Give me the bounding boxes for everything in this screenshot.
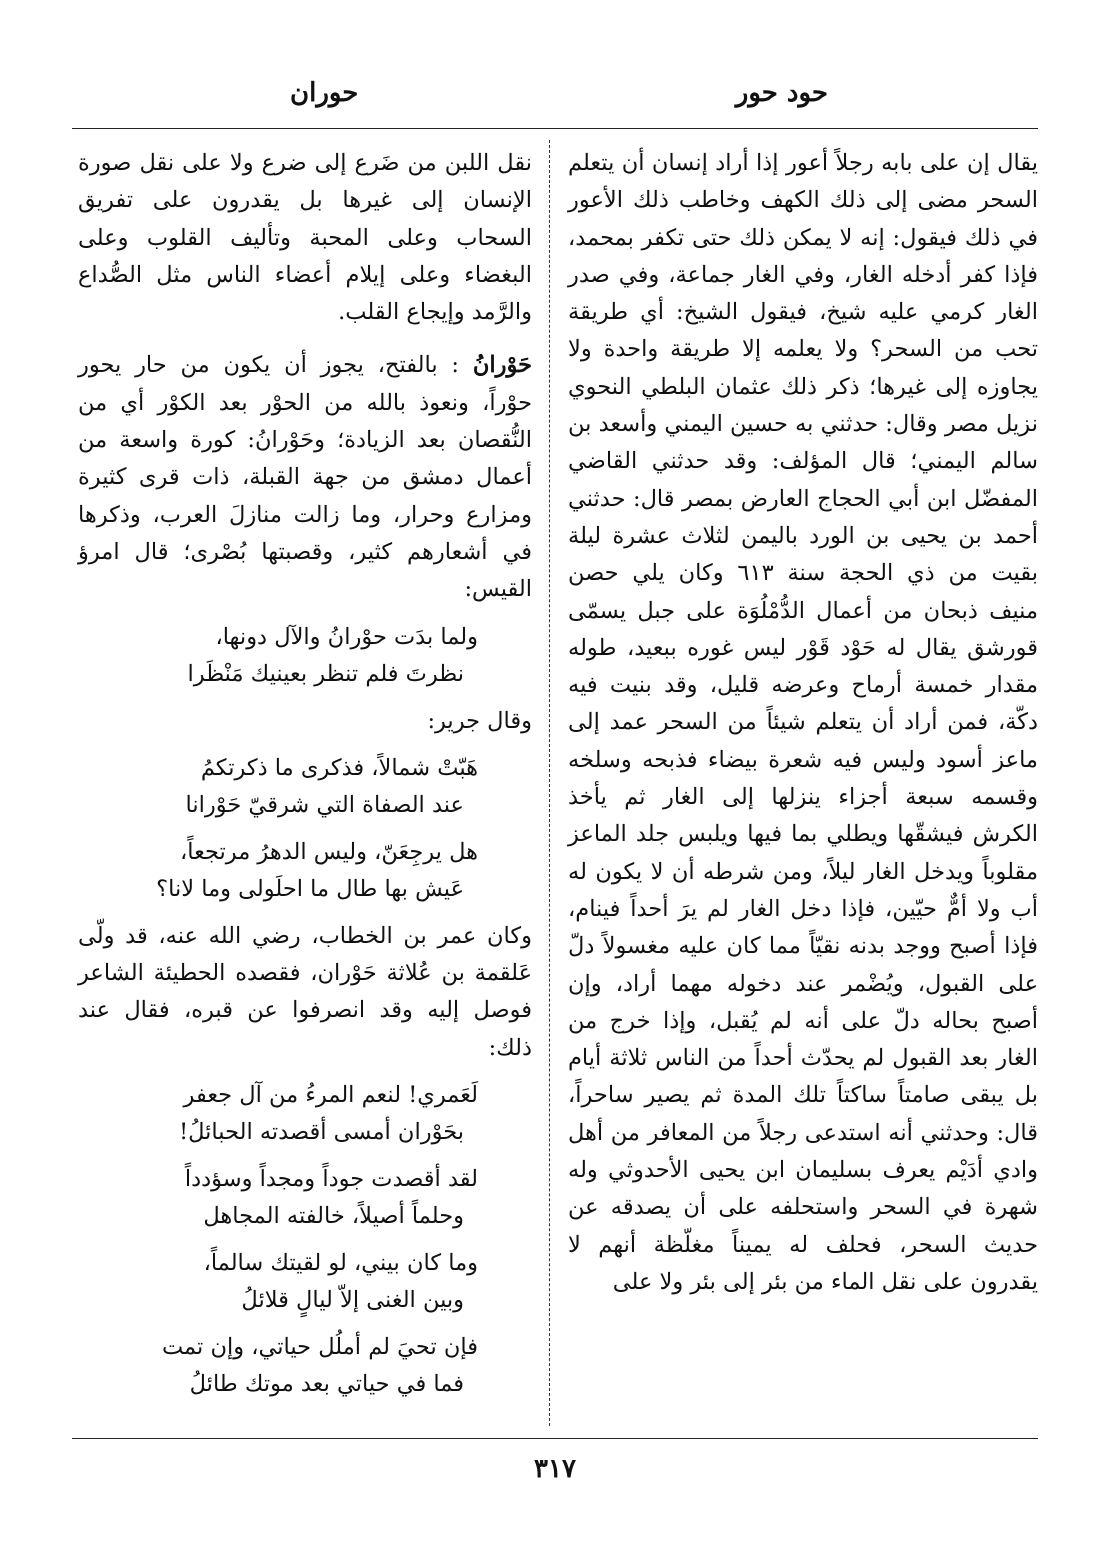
verse-line: بحَوْران أمسى أقصدته الحبائلُ!	[179, 1119, 464, 1146]
verse-hutayah-2	[78, 1161, 532, 1235]
verse-jarir-1	[78, 750, 532, 824]
right-column	[568, 145, 1038, 1301]
running-header	[72, 78, 1038, 122]
header-left-title: حوران	[290, 78, 359, 108]
verse-line: عَيش بها طال ما احلَولى وما لانا؟	[156, 875, 464, 902]
page-number: ٣١٧	[534, 1454, 576, 1484]
verse-jarir-2	[78, 834, 532, 908]
paragraph-continuation: نقل اللبن من ضَرع إلى ضرع ولا على نقل صورة الإنسان إلى غيرها بل يقدرون على تفريق السحاب وعلى المحبة وتأليف القلوب وعلى البغضاء وعلى إيلام أعضاء الناس مثل الصُّداع والرَّمد وإيجاع القلب.	[78, 150, 532, 326]
verse-line: نظرتَ فلم تنظر بعينيك مَنْظَرا	[187, 660, 464, 687]
verse-line: وبين الغنى إلاّ ليالٍ قلائلُ	[241, 1287, 464, 1314]
entry-headword: حَوْرانُ	[472, 352, 532, 379]
verse-line: لَعَمري! لنعم المرءُ من آل جعفر	[183, 1082, 478, 1109]
verse-line: لقد أقصدت جوداً ومجداً وسؤدداً	[184, 1166, 478, 1193]
verse-line: هَبّتْ شمالاً، فذكرى ما ذكرتكمُ	[200, 754, 478, 781]
verse-line: عند الصفاة التي شرقيّ حَوْرانا	[185, 791, 464, 818]
header-rule	[72, 128, 1038, 129]
entry-hawran	[78, 347, 532, 608]
entry-text: : بالفتح، يجوز أن يكون من حار يحور حوْراً، ونعوذ بالله من الحوْر بعد الكوْر أي من النُّقصان بعد الزيادة؛ وحَوْرانُ: كورة واسعة من أعمال دمشق من جهة القبلة، ذات قرى كثيرة ومزارع وحرار، وما زالت منازلَ العرب، وذكرها في أشعارهم كثير، وقصبتها بُصْرى؛ قال امرؤ القيس:	[78, 352, 532, 603]
verse-line: فما في حياتي بعد موتك طائلُ	[189, 1371, 464, 1398]
left-column	[78, 145, 532, 1413]
verse-line: وحلماً أصيلاً، خالفته المجاهل	[203, 1203, 464, 1230]
verse-imru-al-qais	[78, 619, 532, 693]
verse-hutayah-3	[78, 1245, 532, 1319]
verse-line: هل يرجِعَنّ، وليس الدهرُ مرتجعاً،	[180, 838, 478, 865]
paragraph-jarir-intro: وقال جرير:	[427, 707, 532, 734]
verse-line: وما كان بيني، لو لقيتك سالماً،	[203, 1250, 478, 1277]
verse-hutayah-1	[78, 1077, 532, 1151]
column-divider	[549, 140, 550, 1426]
paragraph-umar: وكان عمر بن الخطاب، رضي الله عنه، قد ولّى عَلقمة بن عُلاثة حَوْران، فقصده الحطيئة الشاعر فوصل إليه وقد انصرفوا عن قبره، فقال عند ذلك:	[78, 922, 532, 1061]
header-right-title: حود حور	[735, 78, 828, 108]
footer-rule	[72, 1438, 1038, 1439]
verse-line: ولما بدَت حوْرانُ والآل دونها،	[215, 623, 478, 650]
right-column-text: يقال إن على بابه رجلاً أعور إذا أراد إنسان أن يتعلم السحر مضى إلى ذلك الكهف وخاطب ذلك الأعور في ذلك فيقول: إنه لا يمكن ذلك حتى تكفر بمحمد، فإذا كفر أدخله الغار، وفي الغار جماعة، وفي صدر الغار كرمي عليه شيخ، فيقول الشيخ: أي طريقة تحب من السحر؟ ولا يعلمه إلا طريقة واحدة ولا يجاوزه إلى غيرها؛ ذكر ذلك عثمان البلطي النحوي نزيل مصر وقال: حدثني به حسين اليمني وأسعد بن سالم اليمني؛ قال المؤلف: وقد حدثني القاضي المفضّل ابن أبي الحجاج العارض بمصر قال: حدثني أحمد بن يحيى بن الورد باليمن لثلاث عشرة ليلة بقيت من ذي الحجة سنة ٦١٣ وكان يلي حصن منيف ذبحان من أعمال الدُّمْلُوَة على جبل يسمّى قورشق يقال له حَوْد قَوْر ليس غوره ببعيد، طوله مقدار خمسة أرماح وعرضه قليل، وقد بنيت فيه دكّة، فمن أراد أن يتعلم شيئاً من السحر عمد إلى ماعز أسود وليس فيه شعرة بيضاء فذبحه وسلخه وقسمه سبعة أجزاء ينزلها إلى الغار ثم يأخذ الكرش فيشقّها ويطلي بما فيها ويلبس جلد الماعز مقلوباً ويدخل الغار ليلاً، ومن شرطه أن لا يكون له أب ولا أمٌّ حيّين، فإذا دخل الغار لم يرَ أحداً فينام، فإذا أصبح ووجد بدنه نقيّاً مما كان عليه مغسولاً دلّ على القبول، ويُضْمر عند دخوله مهما أراد، وإن أصبح بحاله دلّ على أنه لم يُقبل، وإذا خرج من الغار بعد القبول لم يحدّث أحداً من الناس ثلاثة أيام بل يبقى صامتاً ساكتاً تلك المدة ثم يصير ساحراً، قال: وحدثني أنه استدعى رجلاً من المعافر من أهل وادي أدَيْم يعرف بسليمان ابن يحيى الأحدوثي وله شهرة في السحر واستحلفه على أن يصدقه عن حديث السحر، فحلف له يميناً مغلّظة أنهم لا يقدرون على نقل الماء من بئر إلى بئر ولا على	[568, 150, 1038, 1295]
verse-line: فإن تحيَ لم أملُل حياتي، وإن تمت	[161, 1334, 478, 1361]
verse-hutayah-4	[78, 1329, 532, 1403]
